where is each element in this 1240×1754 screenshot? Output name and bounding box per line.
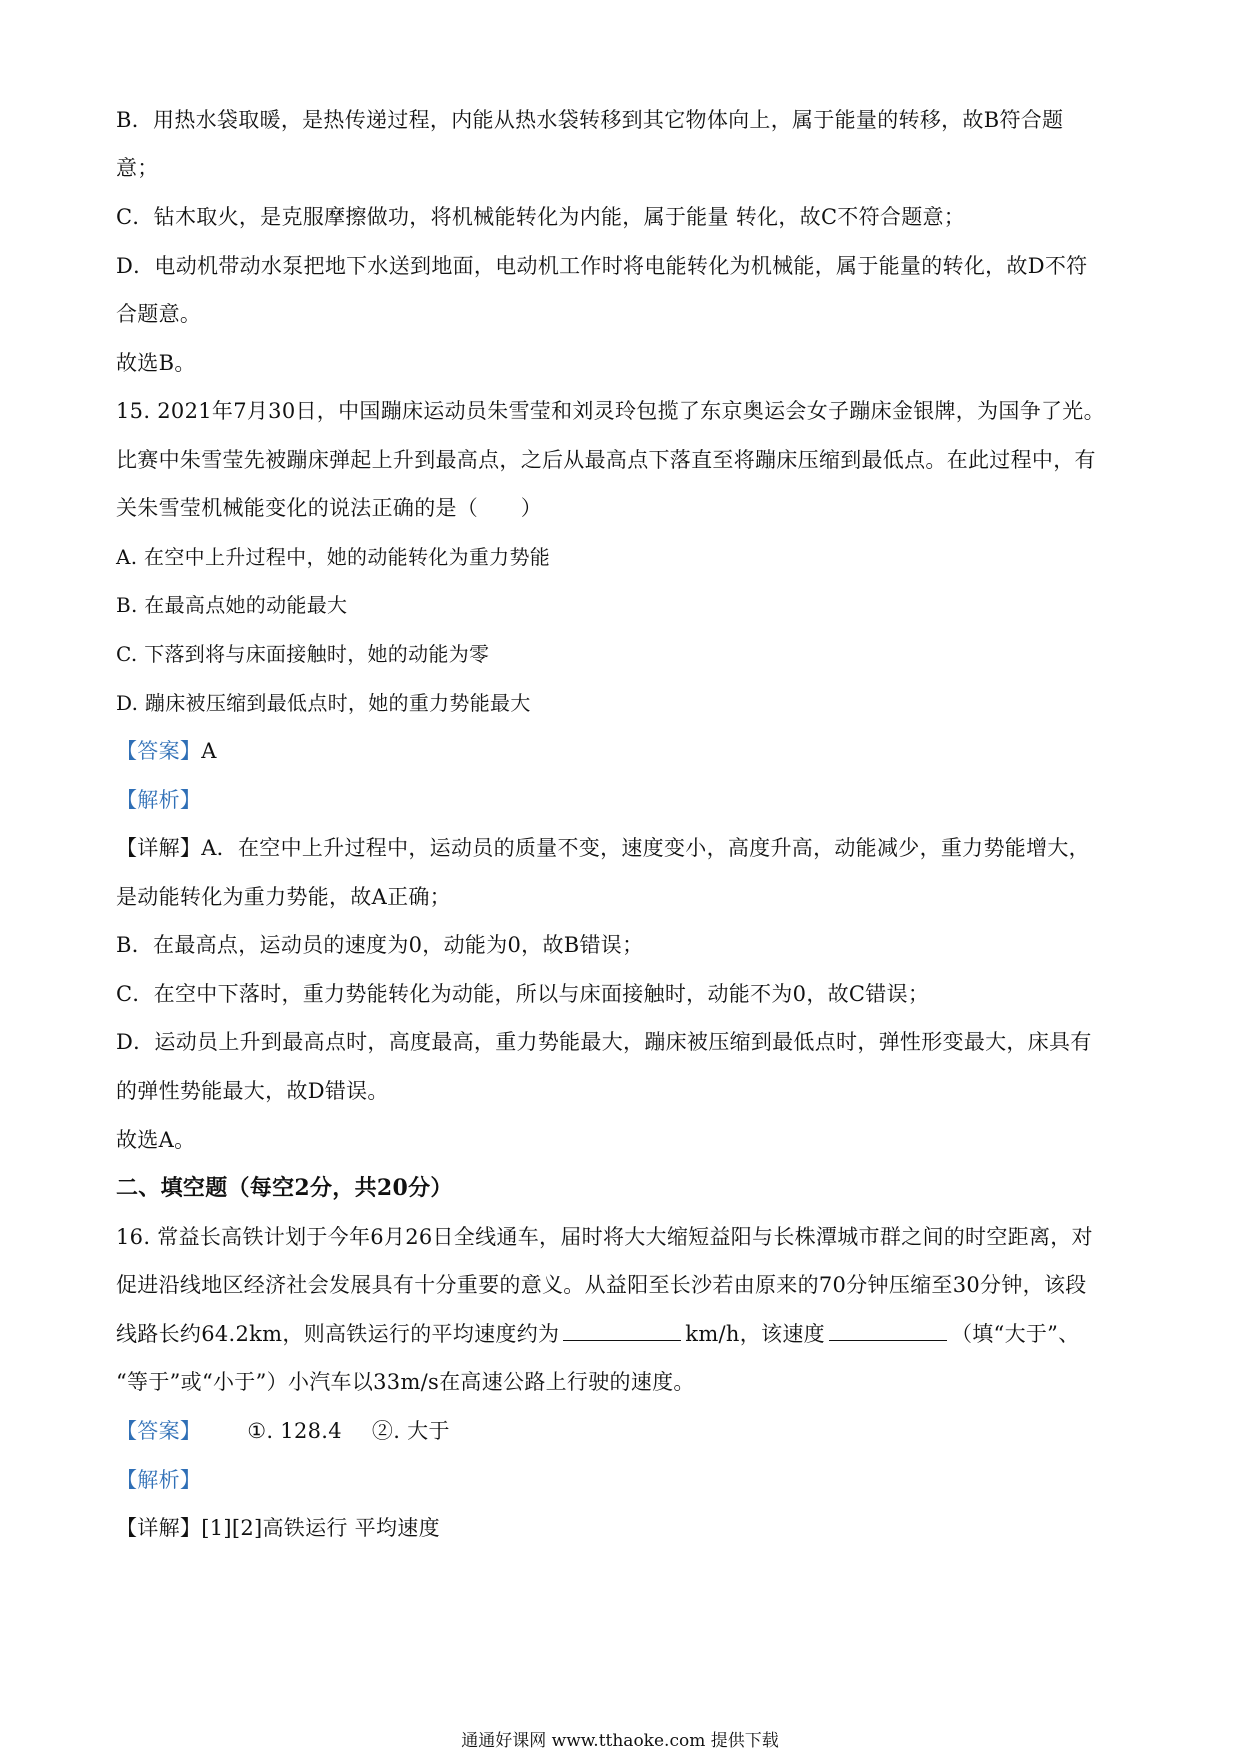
conclusion-14: 故选B。 xyxy=(116,351,196,375)
q15-stem-line1: 15. 2021年7月30日，中国蹦床运动员朱雪莹和刘灵玲包揽了东京奥运会女子蹦床金银牌，为国争了光。 xyxy=(116,399,1105,423)
answer-1: ①. 128.4 xyxy=(247,1419,342,1443)
answer-value: A xyxy=(201,739,217,763)
q15-detail-line3: B．在最高点，运动员的速度为0，动能为0，故B错误； xyxy=(116,933,644,957)
q16-stem-part-a: 线路长约64.2km，则高铁运行的平均速度约为 xyxy=(116,1322,560,1346)
section-title: 二、填空题（每空2分，共20分） xyxy=(116,1175,453,1201)
q15-detail-line4: C．在空中下落时，重力势能转化为动能，所以与床面接触时，动能不为0，故C错误； xyxy=(116,982,930,1006)
detail-tag: 【详解】 xyxy=(116,1516,202,1540)
explanation-d: D．电动机带动水泵把地下水送到地面，电动机工作时将电能转化为机械能，属于能量的转化，故D不符 xyxy=(116,254,1088,278)
q15-detail-line5: D．运动员上升到最高点时，高度最高，重力势能最大，蹦床被压缩到最低点时，弹性形变最大，床具有 xyxy=(116,1030,1092,1054)
q16-stem-line2: 促进沿线地区经济社会发展具有十分重要的意义。从益阳至长沙若由原来的70分钟压缩至30分钟，该段 xyxy=(116,1273,1087,1297)
q16-stem-part-c: （填“大于”、 xyxy=(950,1322,1080,1346)
detail-text: [1][2]高铁运行 平均速度 xyxy=(201,1516,440,1540)
answer-blank-1 xyxy=(563,1320,681,1341)
q15-detail-line6: 的弹性势能最大，故D错误。 xyxy=(116,1079,389,1103)
q16-stem-line3 xyxy=(116,1320,1080,1348)
q15-analysis xyxy=(116,786,201,814)
answer-2: ②. 大于 xyxy=(371,1419,450,1443)
answer-tag: 【答案】 xyxy=(116,1419,202,1443)
q15-option-d: D. 蹦床被压缩到最低点时，她的重力势能最大 xyxy=(116,691,531,715)
footer-source: 通通好课网 www.tthaoke.com 提供下载 xyxy=(461,1731,779,1751)
analysis-tag: 【解析】 xyxy=(116,1468,202,1492)
q16-stem-line1: 16. 常益长高铁计划于今年6月26日全线通车，届时将大大缩短益阳与长株潭城市群之间的时空距离，对 xyxy=(116,1225,1093,1249)
answer-tag: 【答案】 xyxy=(116,739,202,763)
q16-stem-line4: “等于”或“小于”）小汽车以33m/s在高速公路上行驶的速度。 xyxy=(116,1370,695,1394)
q16-analysis xyxy=(116,1466,201,1494)
q15-option-c: C. 下落到将与床面接触时，她的动能为零 xyxy=(116,642,490,666)
analysis-tag: 【解析】 xyxy=(116,788,202,812)
q15-detail-line1 xyxy=(116,834,1090,862)
explanation-d-cont: 合题意。 xyxy=(116,302,202,326)
q15-option-a: A. 在空中上升过程中，她的动能转化为重力势能 xyxy=(116,545,551,569)
answer-blank-2 xyxy=(829,1320,947,1341)
q15-stem-line3: 关朱雪莹机械能变化的说法正确的是（ ） xyxy=(116,496,542,520)
q15-stem-line2: 比赛中朱雪莹先被蹦床弹起上升到最高点，之后从最高点下落直至将蹦床压缩到最低点。在此过程中，有 xyxy=(116,448,1096,472)
explanation-b: B．用热水袋取暖，是热传递过程，内能从热水袋转移到其它物体向上，属于能量的转移，故B符合题 xyxy=(116,108,1064,132)
q15-detail-line2: 是动能转化为重力势能，故A正确； xyxy=(116,885,451,909)
q16-detail-line1 xyxy=(116,1514,440,1542)
explanation-c: C．钻木取火，是克服摩擦做功，将机械能转化为内能，属于能量 转化，故C不符合题意； xyxy=(116,205,966,229)
detail-text: A．在空中上升过程中，运动员的质量不变，速度变小，高度升高，动能减少，重力势能增大， xyxy=(201,836,1090,860)
q15-answer xyxy=(116,737,217,765)
detail-tag: 【详解】 xyxy=(116,836,202,860)
q15-option-b: B. 在最高点她的动能最大 xyxy=(116,593,348,617)
explanation-b-cont: 意； xyxy=(116,156,159,180)
q15-conclusion: 故选A。 xyxy=(116,1128,196,1152)
q16-stem-part-b: km/h，该速度 xyxy=(685,1322,825,1346)
q16-answer xyxy=(116,1417,450,1445)
